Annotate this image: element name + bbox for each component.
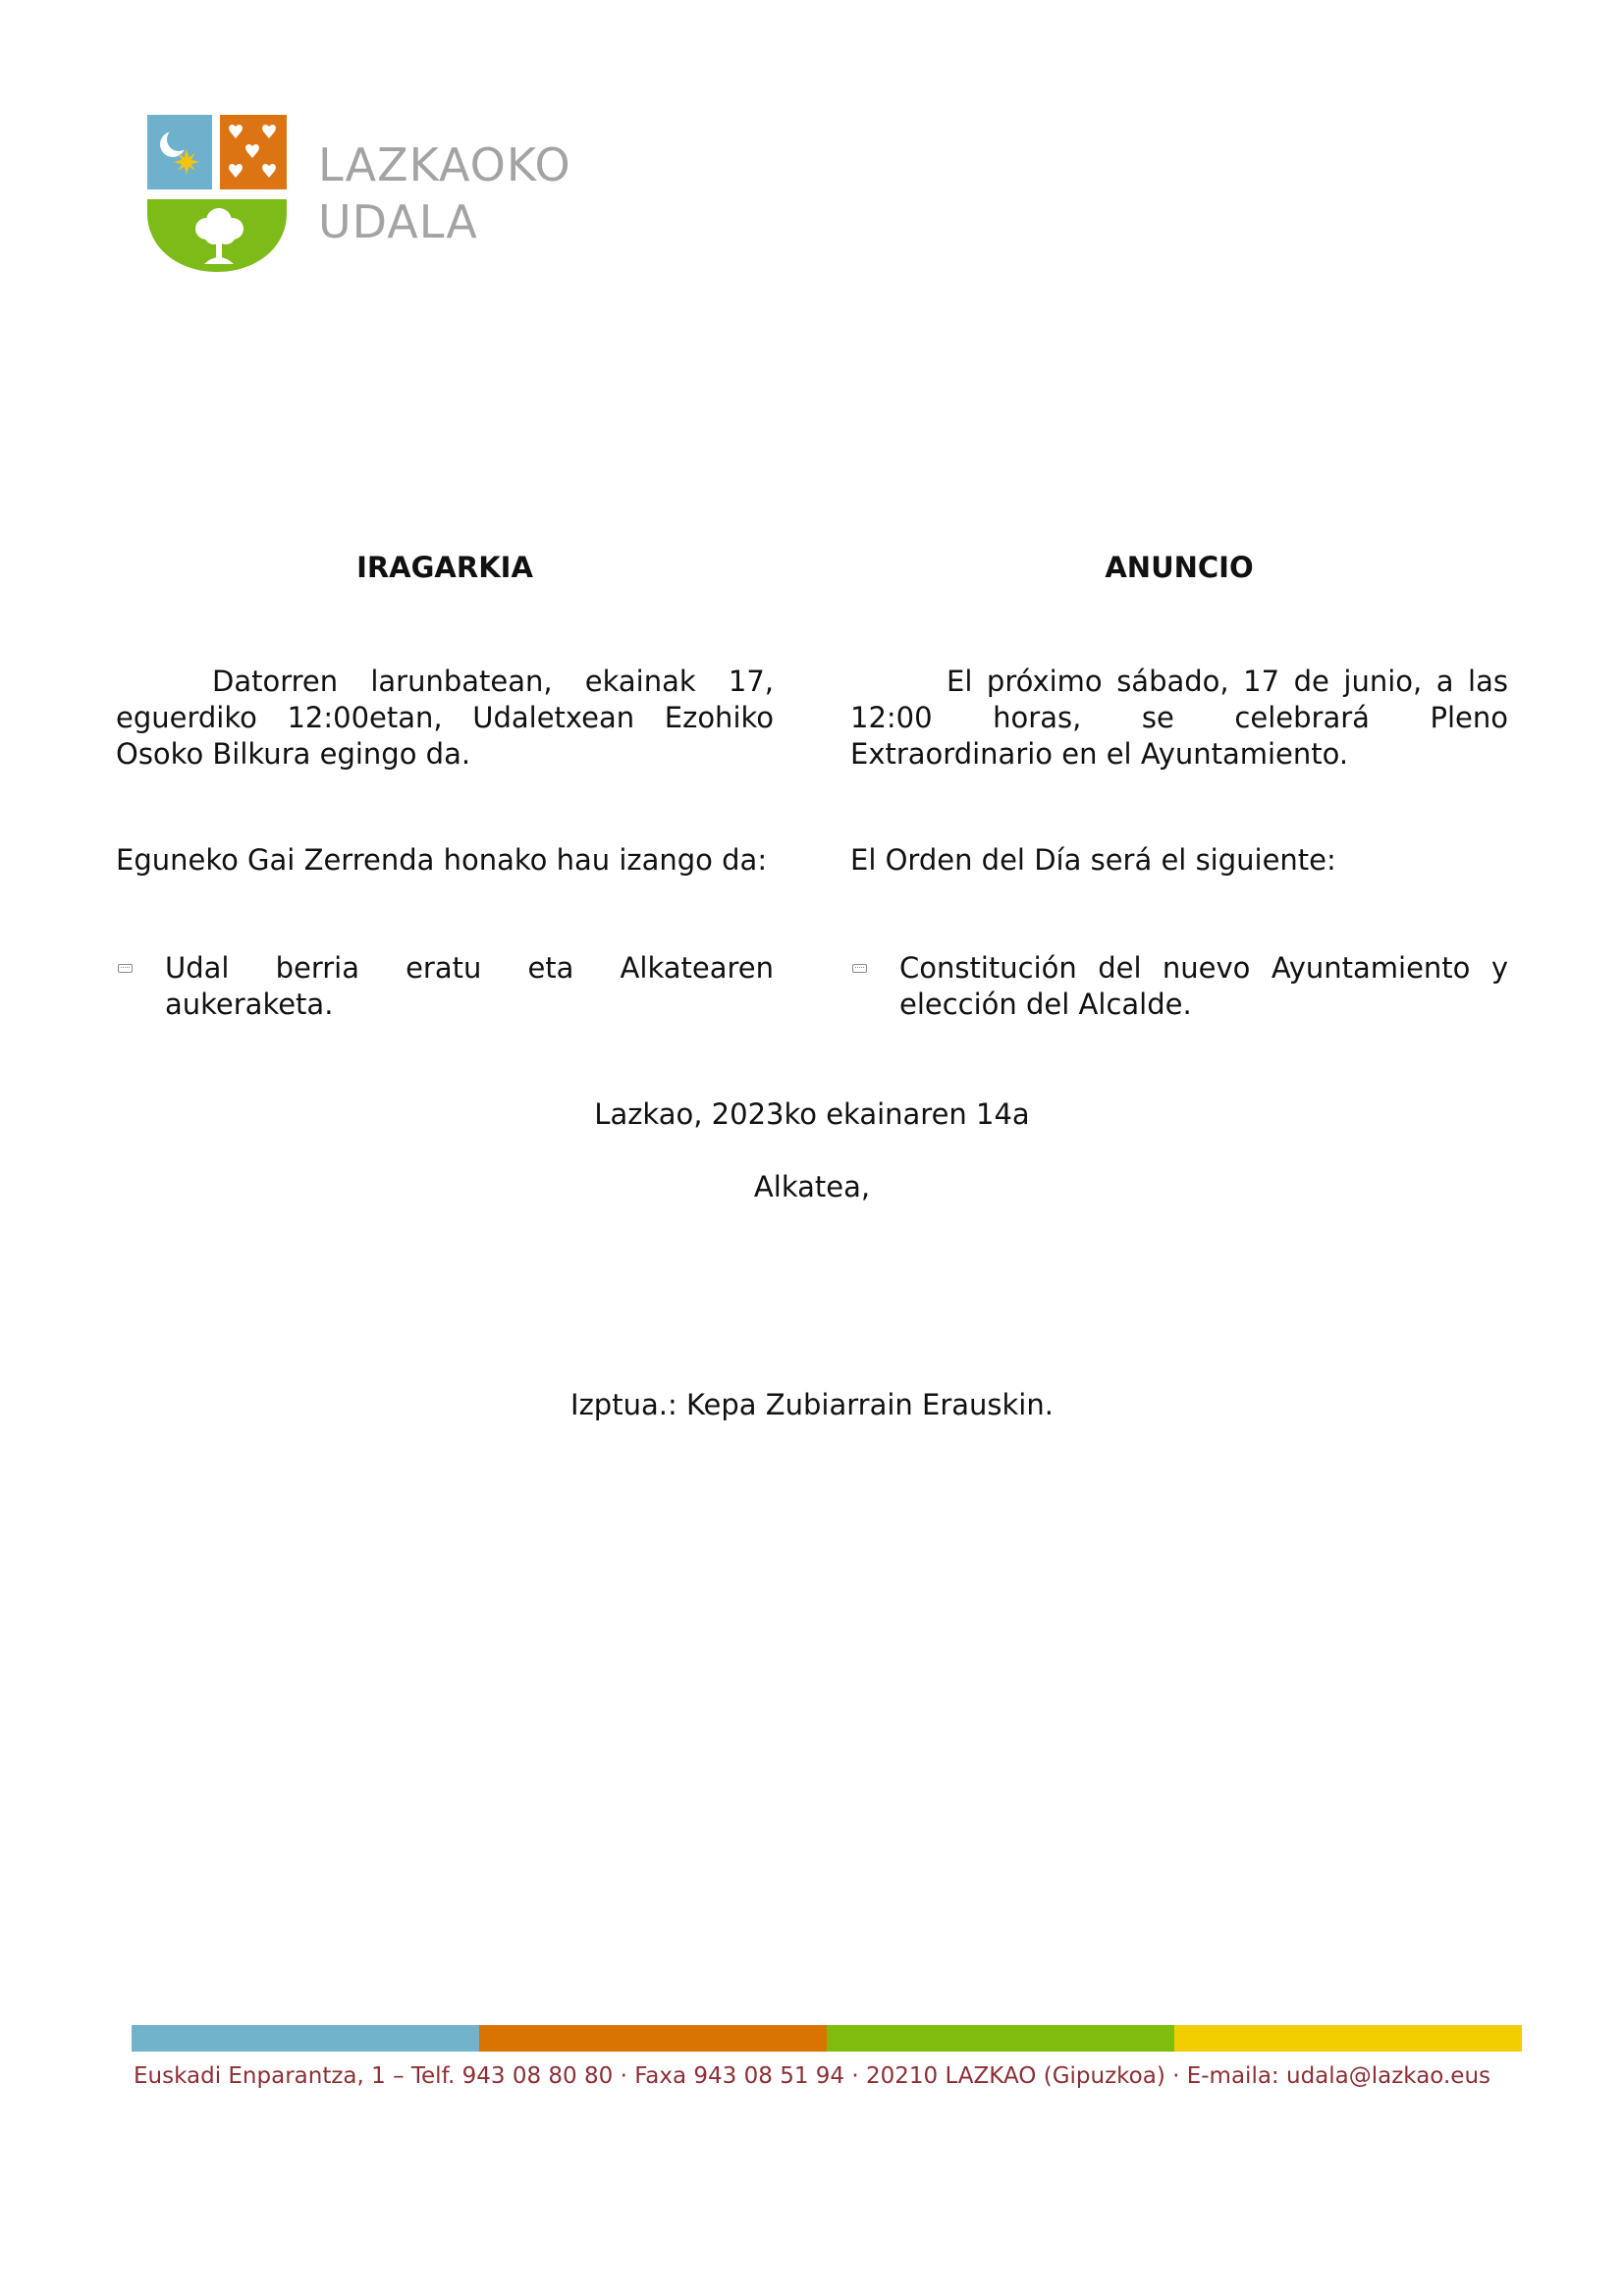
basque-agenda-list — [116, 950, 774, 1023]
agenda-item-text: Udal berria eratu eta Alkatearen aukeraketa. — [165, 951, 774, 1021]
document-date: Lazkao, 2023ko ekainaren 14a — [594, 1097, 1030, 1131]
list-item — [116, 950, 774, 1023]
basque-agenda-intro: Eguneko Gai Zerrenda honako hau izango da: — [116, 843, 768, 877]
logo-text-line1: LAZKAOKO — [318, 138, 571, 191]
spanish-agenda-list — [850, 950, 1508, 1023]
spanish-column — [850, 550, 1508, 1021]
footer-bar-orange — [479, 2025, 827, 2052]
basque-title: IRAGARKIA — [356, 551, 533, 584]
basque-intro-paragraph: Datorren larunbatean, ekainak 17, eguerdiko 12:00etan, Udaletxean Ezohiko Osoko Bilkura egingo da. — [116, 665, 774, 771]
footer-bar-green — [827, 2025, 1174, 2052]
spanish-agenda-intro: El Orden del Día será el siguiente: — [850, 843, 1336, 877]
basque-column — [116, 550, 774, 1021]
municipal-logo — [145, 113, 577, 280]
footer-bar-yellow — [1174, 2025, 1522, 2052]
spanish-title: ANUNCIO — [1105, 551, 1254, 584]
spanish-intro-paragraph: El próximo sábado, 17 de junio, a las 12:00 horas, se celebrará Pleno Extraordinario en el Ayuntamiento. — [850, 665, 1508, 771]
list-item — [850, 950, 1508, 1023]
footer-address: Euskadi Enparantza, 1 – Telf. 943 08 80 80 · Faxa 943 08 51 94 · 20210 LAZKAO (Gipuzkoa) · E-maila: udala@lazkao.eus — [134, 2063, 1490, 2089]
list-bullet-icon — [852, 964, 867, 973]
footer-color-bar — [132, 2025, 1522, 2052]
agenda-item-text: Constitución del nuevo Ayuntamiento y elección del Alcalde. — [899, 951, 1508, 1021]
list-bullet-icon — [118, 964, 133, 973]
logo-text-line2: UDALA — [318, 195, 478, 248]
footer-bar-blue — [132, 2025, 479, 2052]
coat-of-arms-icon — [145, 113, 302, 275]
signer-title: Alkatea, — [753, 1170, 871, 1203]
signer-name: Izptua.: Kepa Zubiarrain Erauskin. — [570, 1388, 1054, 1421]
